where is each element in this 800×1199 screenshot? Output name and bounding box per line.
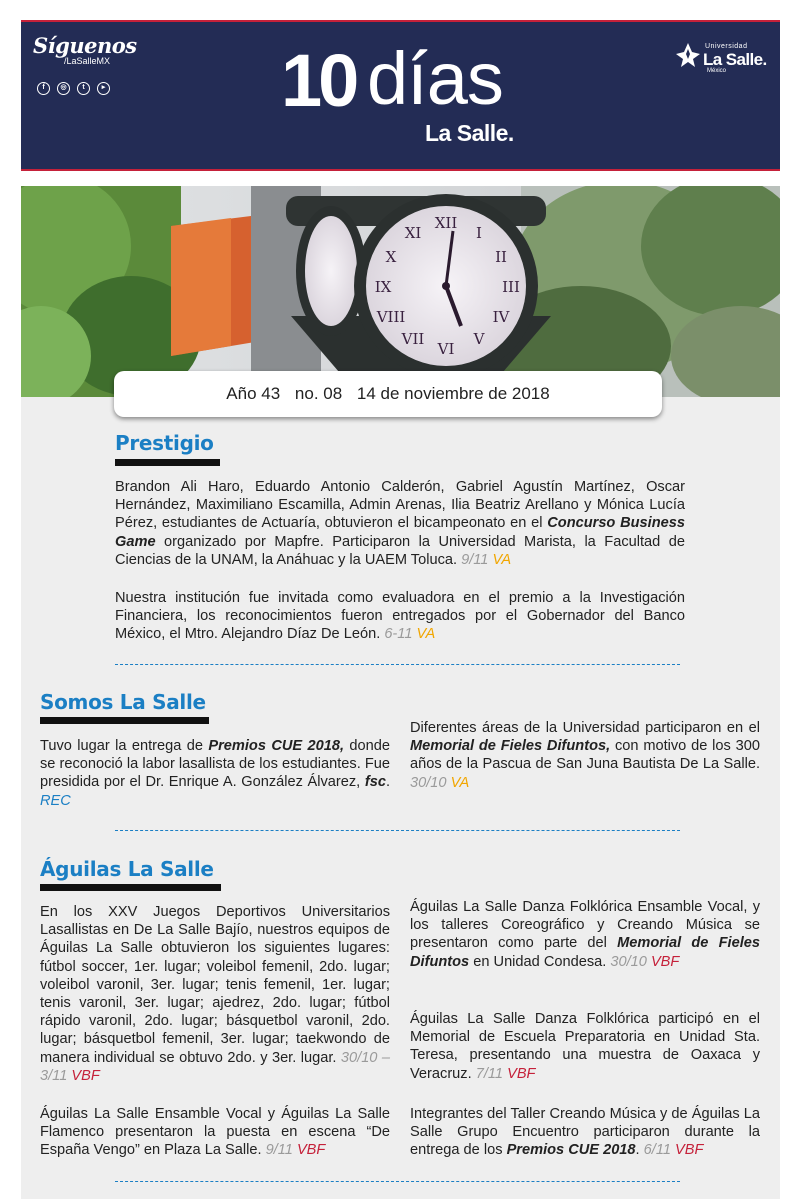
edition-number: no. 08 [294, 384, 343, 403]
article-text: Diferentes áreas de la Universidad participaron en el [410, 720, 760, 736]
logo-word: días [367, 37, 503, 120]
article-date: 9/11 [461, 551, 489, 568]
article-highlight: Concurso Business Game [115, 515, 685, 550]
article-aguilas-right-1 [410, 898, 760, 971]
svg-text:XII: XII [434, 214, 458, 232]
article-highlight: fsc [364, 774, 386, 791]
section-divider [115, 1181, 680, 1182]
article-source-tag: VBF [296, 1142, 326, 1159]
svg-text:VI: VI [437, 340, 455, 358]
article-text: . [385, 774, 390, 791]
article-source-tag: REC [40, 792, 71, 809]
article-source-tag: VA [416, 626, 436, 643]
facebook-icon[interactable]: f [37, 82, 50, 95]
svg-text:IV: IV [492, 308, 510, 326]
article-source-tag: VA [450, 774, 470, 791]
article-date: 9/11 [265, 1142, 293, 1159]
svg-text:IX: IX [374, 278, 392, 296]
article-date: 30/10 [410, 774, 447, 791]
svg-text:X: X [385, 248, 397, 266]
article-text: Águilas La Salle Danza Folklórica Ensamble Vocal, y los talleres Coreográfico y Creando Música se presentaron como parte del [410, 899, 760, 952]
section-underline [40, 717, 209, 724]
section-underline [115, 459, 220, 466]
article-prestigio-2 [115, 589, 685, 644]
article-text: donde se reconoció la labor lasallista de los estudiantes. Fue presidida por el Dr. Enrique A. González Álvarez, [40, 738, 390, 791]
newsletter-header [21, 20, 780, 171]
article-prestigio-1 [115, 478, 685, 569]
article-text: Brandon Ali Haro, Eduardo Antonio Calderón, Gabriel Agustín Martínez, Oscar Hernández, Maximiliano Escamilla, Admin Arenas, Ilia Beatriz Arellano y Mónica Lucía Pérez, estudiantes de Actuaría, obtuvieron el bicampeonato en el [115, 479, 685, 532]
article-text: . [635, 1142, 644, 1159]
article-source-tag: VBF [507, 1065, 536, 1082]
youtube-icon[interactable]: ▸ [97, 82, 110, 95]
edition-date: 14 de noviembre de 2018 [356, 384, 550, 403]
social-icons [37, 82, 110, 95]
article-date: 6-11 [384, 626, 413, 643]
article-source-tag: VBF [71, 1067, 100, 1084]
university-name: La Salle. [703, 50, 767, 69]
article-source-tag: VBF [650, 953, 680, 970]
svg-text:V: V [473, 330, 485, 348]
article-aguilas-right-2 [410, 1010, 760, 1083]
article-highlight: Memorial de Fieles Difuntos [410, 935, 760, 970]
edition-info [114, 371, 662, 417]
svg-text:III: III [502, 278, 520, 296]
section-divider [115, 664, 680, 665]
article-aguilas-right-3 [410, 1105, 760, 1160]
twitter-icon[interactable]: t [77, 82, 90, 95]
section-title-prestigio: Prestigio [115, 431, 214, 455]
article-text: en Unidad Condesa. [469, 953, 611, 970]
section-divider [115, 830, 680, 831]
university-top-label: Universidad [705, 43, 748, 50]
article-date: 7/11 [475, 1065, 504, 1082]
instagram-icon[interactable]: ◎ [57, 82, 70, 95]
article-text: Tuvo lugar la entrega de [40, 738, 209, 754]
article-text: Integrantes del Taller Creando Música y de Águilas La Salle Grupo Encuentro participaron durante la entrega de los [410, 1106, 760, 1159]
edition-year: Año 43 [226, 384, 281, 403]
follow-us-block [33, 33, 137, 66]
hero-image [21, 186, 780, 397]
article-aguilas-left-1 [40, 903, 390, 1085]
article-source-tag: VBF [675, 1142, 704, 1159]
section-title-somos: Somos La Salle [40, 690, 206, 714]
article-highlight: Memorial de Fieles Difuntos, [410, 738, 611, 755]
article-text: con motivo de los 300 años de la Pascua de San Juna Bautista De La Salle. [410, 738, 760, 773]
university-country: México [707, 68, 727, 74]
svg-text:XI: XI [404, 224, 422, 242]
article-date: 30/10 [610, 953, 647, 970]
logo-number: 10 [281, 39, 356, 122]
article-highlight: Premios CUE 2018 [506, 1142, 636, 1159]
section-title-aguilas: Águilas La Salle [40, 857, 214, 881]
article-highlight: Premios CUE 2018, [208, 738, 345, 754]
star-icon [675, 42, 701, 68]
article-text: Águilas La Salle Danza Folklórica participó en el Memorial de Escuela Preparatoria en Unidad Sta. Teresa, presentando una muestra de Oaxaca y Veracruz. [410, 1011, 760, 1082]
article-text: organizado por Mapfre. Participaron la Universidad Marista, la Facultad de Ciencias de la UNAM, la Anáhuac y la UAEM Toluca. [115, 533, 685, 568]
section-underline [40, 884, 221, 891]
article-date: 30/10 – 3/11 [40, 1049, 390, 1084]
logo-brand: La Salle. [425, 120, 514, 146]
article-date: 6/11 [643, 1142, 671, 1159]
article-somos-left [40, 737, 390, 810]
article-text: Águilas La Salle Ensamble Vocal y Águilas La Salle Flamenco presentaron la puesta en escena “De España Vengo” en Plaza La Salle. [40, 1106, 390, 1159]
follow-us-label: Síguenos [33, 33, 137, 58]
svg-text:I: I [476, 224, 482, 242]
social-handle[interactable]: /LaSalleMX [63, 56, 111, 66]
article-source-tag: VA [492, 551, 512, 568]
svg-text:VII: VII [401, 330, 425, 348]
article-somos-right [410, 719, 760, 792]
article-aguilas-left-2 [40, 1105, 390, 1160]
svg-text:II: II [495, 248, 507, 266]
article-text: En los XXV Juegos Deportivos Universitarios Lasallistas en De La Salle Bajío, nuestros equipos de Águilas La Salle obtuvieron los siguientes lugares: fútbol soccer, 1er. lugar; voleibol femenil, 2do. lugar; voleibol varonil, 3er. lugar; tenis femenil, 1er. lugar; tenis varonil, 3er. lugar; ajedrez, 2do. lugar; fútbol rápido varonil, 2do. lugar; básquetbol varonil, 2do. lugar; básquetbol femenil, 3er. lugar; taekwondo de manera individual se obtuvo 2do. y 3er. lugar. [40, 904, 390, 1066]
svg-text:VIII: VIII [376, 308, 406, 326]
article-text: Nuestra institución fue invitada como evaluadora en el premio a la Investigación Financiera, los reconocimientos fueron entregados por el Gobernador del Banco México, el Mtro. Alejandro Díaz De León. [115, 590, 685, 643]
